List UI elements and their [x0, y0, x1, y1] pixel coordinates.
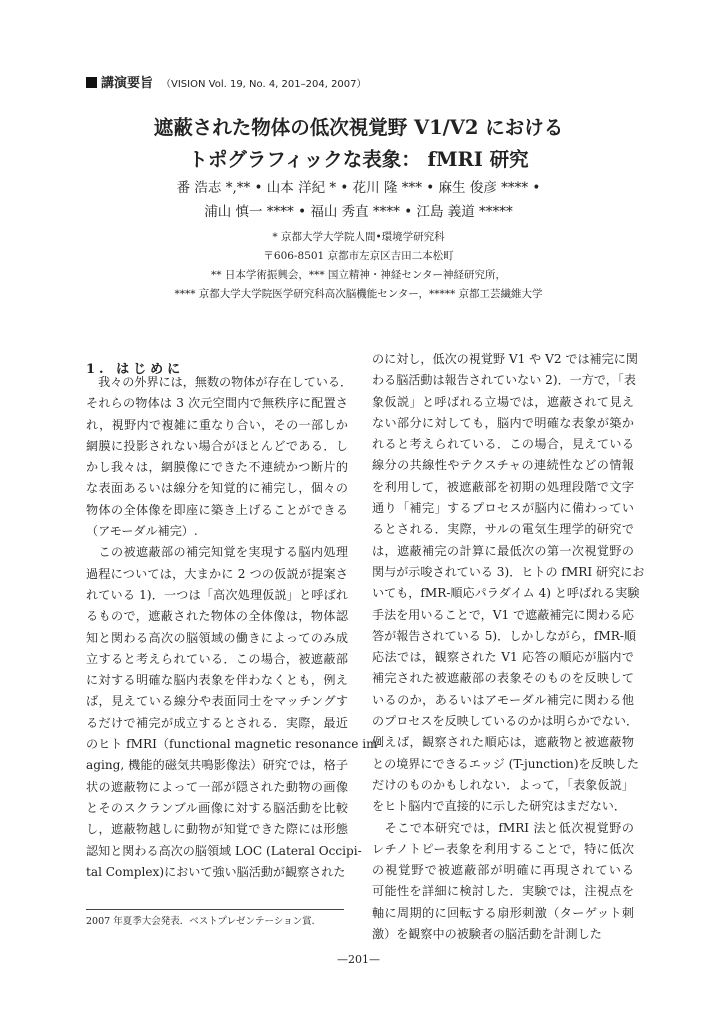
text-line: かし我々は，網膜像にできた不連続かつ断片的: [86, 460, 348, 475]
text-line: 物体の全体像を即座に築き上げることができる: [86, 502, 348, 517]
text-line: それらの物体は 3 次元空間内で無秩序に配置さ: [86, 396, 348, 411]
text-line: 状の遮蔽物によって一部が隠された動物の画像: [86, 779, 348, 794]
text-line: 線分の共線性やテクスチャの連続性などの情報: [372, 458, 634, 473]
text-line: 認知と関わる高次の脳領域 LOC (Lateral Occipi-: [86, 843, 362, 858]
affiliation-4: **** 京都大学大学院医学研究科高次脳機能センター，***** 京都工芸繊維大学: [174, 288, 543, 300]
text-line: 象仮説」と呼ばれる立場では，遮蔽されて見え: [372, 394, 634, 409]
text-line: に対する明確な脳内表象を伴わなくとも，例え: [86, 673, 348, 688]
text-line: のヒト fMRI（functional magnetic resonance im-: [86, 737, 382, 752]
text-line: 応法では，観察された V1 応答の順応が脳内で: [372, 650, 634, 665]
text-line: 可能性を詳細に検討した．実験では，注視点を: [372, 884, 634, 899]
page-number: —201—: [337, 953, 380, 966]
text-line: の視覚野で被遮蔽部が明確に再現されている: [372, 863, 634, 878]
text-line: いるのか，あるいはアモーダル補完に関わる他: [372, 692, 634, 707]
text-line: のプロセスを反映しているのかは明らかでない．: [372, 714, 639, 729]
text-line: 例えば，観察された順応は，遮蔽物と被遮蔽物: [372, 735, 634, 750]
footnote: 2007 年夏季大会発表．ベストプレゼンテーション賞．: [86, 916, 322, 927]
text-line: 通り「補完」するプロセスが脳内に備わってい: [372, 501, 634, 516]
article-header: [86, 72, 367, 91]
text-line: 補完された被遮蔽部の表象そのものを反映して: [372, 671, 634, 686]
authors-line-1: 番 浩志 *,** • 山本 洋紀 * • 花川 隆 *** • 麻生 俊彦 **** •: [176, 180, 541, 196]
left-column: [86, 372, 382, 883]
text-line: るだけで補完が成立するとされる．実際，最近: [86, 715, 348, 730]
text-line: 軸に周期的に回転する扇形刺激（ターゲット刺: [372, 905, 634, 920]
text-line: れると考えられている．この場合，見えている: [372, 437, 634, 452]
text-line: 関与が示唆されている 3)．ヒトの fMRI 研究にお: [372, 564, 645, 579]
text-line: 網膜に投影されない場合がほとんどである．し: [86, 438, 348, 453]
text-line: 答が報告されている 5)．しかしながら，fMR-順: [372, 628, 636, 643]
text-line: aging, 機能的磁気共鳴影像法）研究では，格子: [86, 758, 348, 773]
text-line: だけのものかもしれない．よって，「表象仮説」: [372, 777, 634, 792]
text-line: 立すると考えられている．この場合，被遮蔽部: [86, 651, 348, 666]
title-line-1: 遮蔽された物体の低次視覚野 V1/V2 における: [153, 116, 564, 139]
text-line: そこで本研究では，fMRI 法と低次視覚野の: [372, 820, 634, 835]
text-line: 我々の外界には，無数の物体が存在している．: [86, 375, 353, 389]
text-line: との境界にできるエッジ (T-junction)を反映した: [372, 756, 640, 771]
text-line: tal Complex)において強い脳活動が観察された: [86, 864, 346, 879]
text-line: わる脳活動は報告されていない 2)．一方で，「表: [372, 373, 636, 388]
text-line: ない部分に対しても，脳内で明確な表象が築か: [372, 415, 634, 430]
text-line: を利用して，被遮蔽部を初期の処理段階で文字: [372, 479, 634, 494]
footnote-rule: [86, 909, 344, 910]
square-bullet-icon: [86, 77, 97, 88]
text-line: るとされる．実際，サルの電気生理学的研究で: [372, 522, 634, 537]
text-line: この被遮蔽部の補完知覚を実現する脳内処理: [86, 545, 348, 560]
text-line: レチノトピー表象を利用することで，特に低次: [372, 841, 634, 856]
text-line: 知と関わる高次の脳領域の働きによってのみ成: [86, 630, 348, 645]
header-source: （VISION Vol. 19, No. 4, 201–204, 2007）: [161, 79, 367, 90]
authors-line-2: 浦山 慎一 **** • 福山 秀直 **** • 江島 義道 *****: [204, 204, 513, 220]
text-line: し，遮蔽物越しに動物が知覚できた際には形態: [86, 822, 348, 837]
text-line: るもので，遮蔽された物体の全体像は，物体認: [86, 609, 348, 624]
text-line: をヒト脳内で直接的に示した研究はまだない．: [372, 799, 626, 814]
text-line: （アモーダル補完）.: [86, 524, 198, 539]
text-line: な表面あるいは線分を知覚的に補完し，個々の: [86, 481, 348, 496]
affiliation-1: * 京都大学大学院人間•環境学研究科: [272, 231, 445, 243]
title-line-2: トポグラフィックな表象： fMRI 研究: [188, 148, 529, 171]
text-line: れ，視野内で複雑に重なり合い，その一部しか: [86, 417, 348, 432]
right-column: [372, 349, 645, 945]
text-line: とそのスクランブル画像に対する脳活動を比較: [86, 800, 348, 815]
text-line: は，遮蔽補完の計算に最低次の第一次視覚野の: [372, 543, 634, 558]
affiliation-3: ** 日本学術振興会，*** 国立精神・神経センター神経研究所，: [210, 269, 506, 281]
text-line: 過程については，大まかに 2 つの仮説が提案さ: [86, 566, 348, 581]
affiliation-2: 〒606-8501 京都市左京区吉田二本松町: [263, 250, 454, 262]
text-line: のに対し，低次の視覚野 V1 や V2 では補完に関: [372, 352, 638, 366]
header-label: 講演要旨: [101, 76, 154, 91]
text-line: 手法を用いることで，V1 で遮蔽補完に関わる応: [372, 607, 634, 622]
text-line: いても，fMR-順応パラダイム 4) と呼ばれる実験: [372, 586, 640, 601]
section-heading: 1. はじめに: [86, 362, 185, 377]
text-line: 激）を観察中の被験者の脳活動を計測した: [372, 927, 602, 942]
text-line: ば，見えている線分や表面同士をマッチングす: [86, 694, 348, 709]
text-line: れている 1)．一つは「高次処理仮説」と呼ばれ: [86, 587, 348, 602]
